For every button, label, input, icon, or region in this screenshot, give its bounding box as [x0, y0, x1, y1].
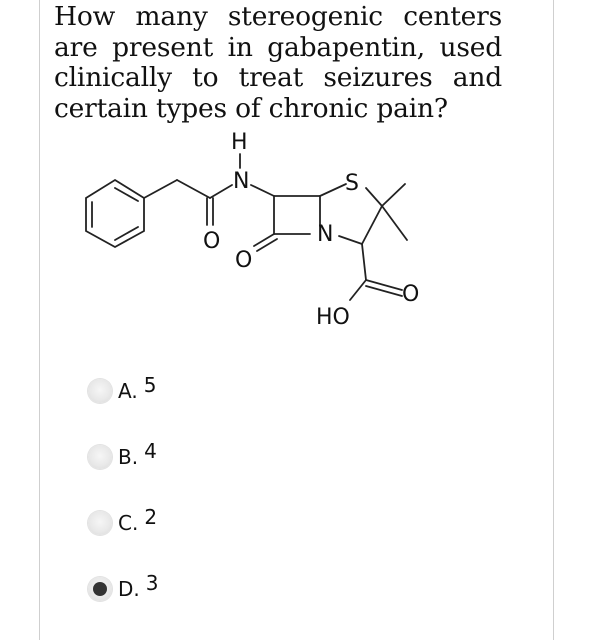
- radio-b[interactable]: [88, 445, 112, 469]
- atom-label-o-acid: O: [402, 282, 420, 307]
- question-text: How many stereogenic centers are present in gabapentin, used clinically to treat seizures and certain types of chronic pain?: [54, 1, 502, 124]
- option-c-letter: C.: [118, 511, 139, 535]
- option-c-value: 2: [144, 505, 158, 529]
- option-d-letter: D.: [118, 577, 140, 601]
- atom-label-o-lactam: O: [235, 248, 253, 273]
- option-c[interactable]: [88, 505, 388, 536]
- option-b[interactable]: [88, 439, 388, 470]
- atom-label-h: H: [231, 130, 248, 155]
- option-a-letter: A.: [118, 379, 138, 403]
- atom-label-s: S: [345, 171, 359, 196]
- option-a-value: 5: [143, 373, 157, 397]
- radio-c[interactable]: [88, 511, 112, 535]
- atom-label-n-ring: N: [317, 222, 334, 247]
- benzene-ring: [86, 180, 144, 247]
- option-b-letter: B.: [118, 445, 139, 469]
- atom-label-ho: HO: [316, 305, 350, 330]
- answer-options: [88, 373, 388, 642]
- option-d[interactable]: [88, 571, 388, 602]
- molecule-structure: [60, 128, 440, 338]
- option-b-value: 4: [144, 439, 157, 463]
- radio-d[interactable]: [88, 577, 112, 601]
- atom-label-o-amide: O: [203, 229, 221, 254]
- option-d-value: 3: [145, 571, 159, 595]
- option-a[interactable]: [88, 373, 388, 404]
- radio-a[interactable]: [88, 379, 112, 403]
- atom-label-n-amide: N: [233, 169, 250, 194]
